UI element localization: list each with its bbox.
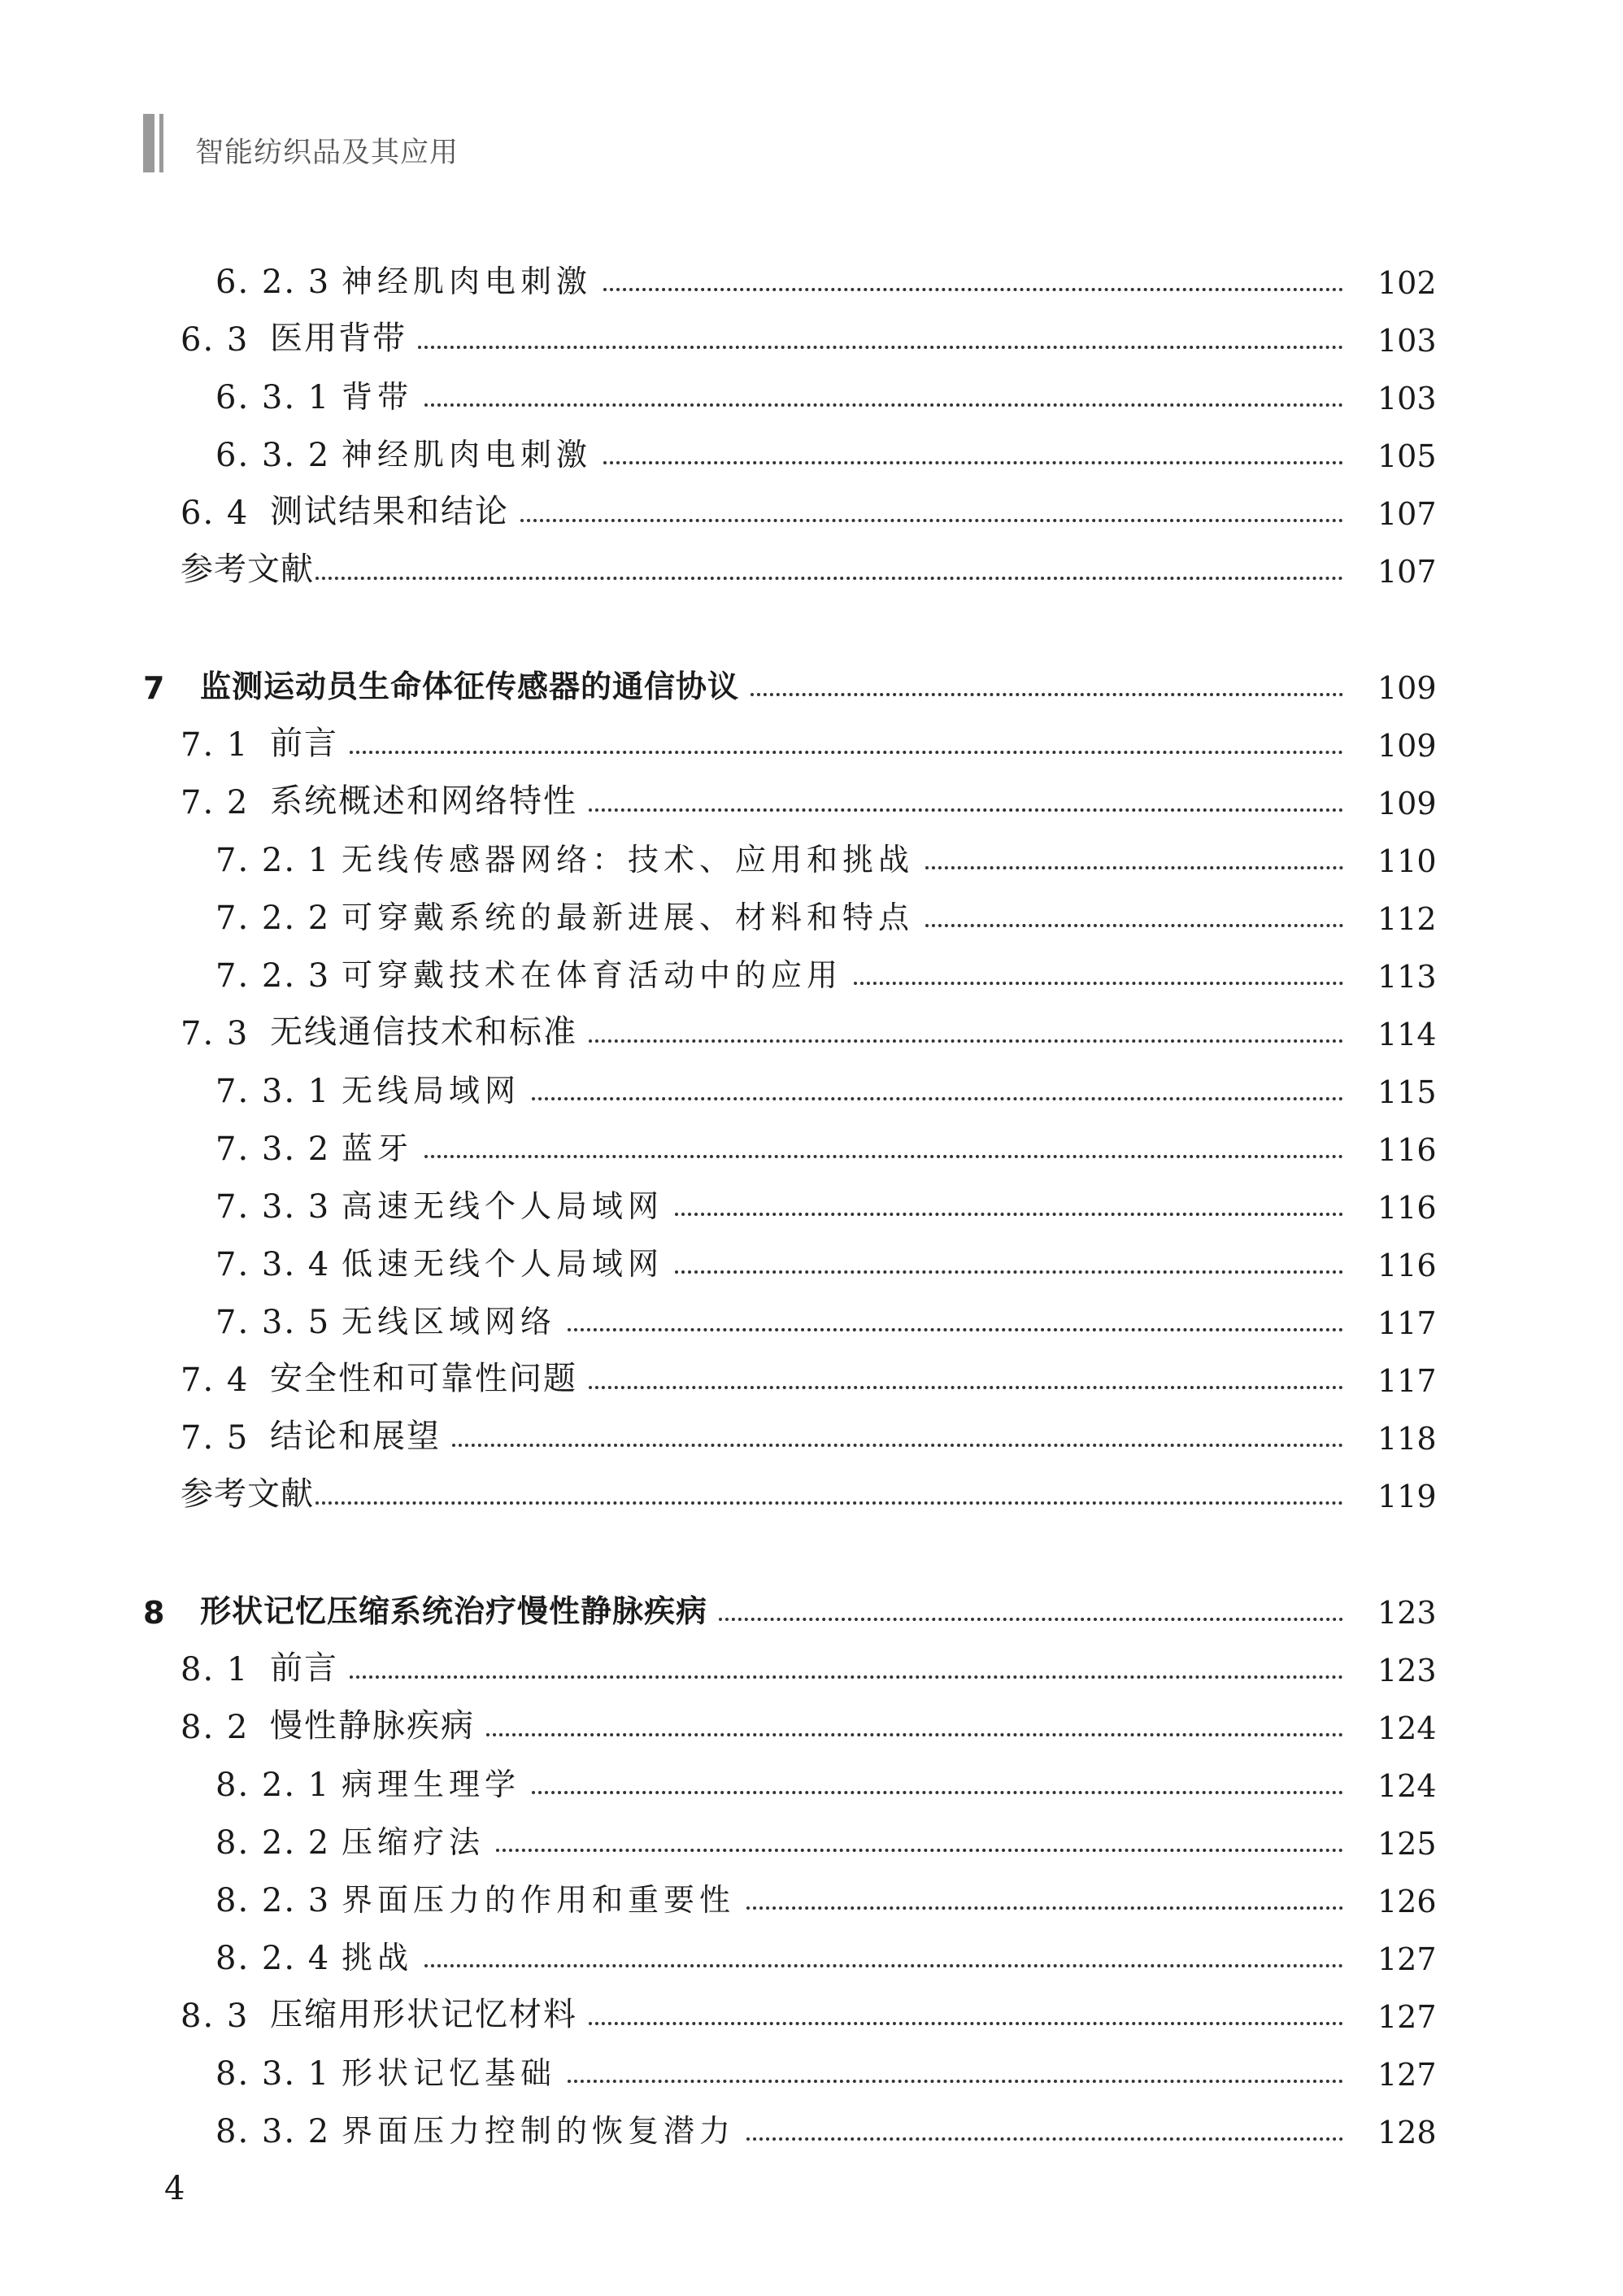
toc-entry-number: 7. 2. 2 bbox=[215, 900, 331, 937]
toc-entry[interactable] bbox=[0, 1582, 1623, 1631]
toc-entry-title: 蓝牙 bbox=[342, 1131, 414, 1166]
toc-entry-page: 112 bbox=[1377, 901, 1437, 937]
toc-entry-title: 前言 bbox=[270, 1649, 338, 1687]
dot-leader bbox=[746, 1906, 1343, 1910]
dot-leader bbox=[675, 1213, 1343, 1216]
toc-entry-page: 114 bbox=[1377, 1017, 1437, 1052]
toc-entry-number: 7. 2. 1 bbox=[215, 842, 331, 879]
toc-entry-page: 127 bbox=[1377, 1999, 1437, 2035]
dot-leader bbox=[532, 1097, 1343, 1100]
toc-entry-lead bbox=[0, 312, 1355, 359]
toc-entry-title: 无线通信技术和标准 bbox=[270, 1013, 577, 1051]
toc-entry[interactable] bbox=[0, 1928, 1623, 1977]
toc-entry-title: 医用背带 bbox=[270, 320, 407, 357]
dot-leader bbox=[746, 2137, 1343, 2141]
toc-entry-number: 8. 2. 3 bbox=[215, 1882, 331, 1919]
toc-entry-title: 可穿戴技术在体育活动中的应用 bbox=[342, 957, 843, 993]
toc-entry-lead bbox=[0, 1181, 1355, 1226]
toc-entry-title: 系统概述和网络特性 bbox=[270, 782, 577, 820]
toc-entry[interactable] bbox=[0, 425, 1623, 474]
toc-entry-lead bbox=[0, 1353, 1355, 1399]
toc-entry-number: 7. 3. 1 bbox=[215, 1073, 331, 1110]
toc-entry[interactable] bbox=[0, 1755, 1623, 1804]
toc-entry[interactable] bbox=[0, 1640, 1623, 1688]
toc-entry[interactable] bbox=[0, 888, 1623, 937]
toc-entry-number: 8. 2 bbox=[181, 1709, 250, 1746]
toc-entry[interactable] bbox=[0, 2044, 1623, 2093]
toc-entry-lead bbox=[0, 372, 1355, 416]
toc-entry-page: 116 bbox=[1377, 1190, 1437, 1226]
toc-entry-lead bbox=[0, 2048, 1355, 2093]
toc-entry-lead bbox=[0, 1932, 1355, 1977]
toc-entry-title: 参考文献 bbox=[181, 1475, 314, 1513]
toc-entry[interactable] bbox=[0, 1986, 1623, 2035]
toc-entry-number: 8 bbox=[143, 1595, 165, 1631]
toc-entry[interactable] bbox=[0, 483, 1623, 532]
toc-entry-title: 无线局域网 bbox=[342, 1073, 521, 1109]
dot-leader bbox=[315, 1501, 1343, 1505]
toc-entry-number: 7. 3. 3 bbox=[215, 1188, 331, 1226]
toc-entry-number: 7. 3. 4 bbox=[215, 1246, 331, 1283]
toc-entry-number: 6. 3. 1 bbox=[215, 379, 331, 416]
toc-entry[interactable] bbox=[0, 1235, 1623, 1283]
toc-entry-title: 压缩用形状记忆材料 bbox=[270, 1996, 577, 2033]
toc-entry-title: 病理生理学 bbox=[342, 1767, 521, 1802]
toc-entry[interactable] bbox=[0, 368, 1623, 416]
toc-entry-title: 压缩疗法 bbox=[342, 1824, 485, 1860]
toc-entry-page: 103 bbox=[1377, 323, 1437, 359]
toc-entry-number: 7. 2 bbox=[181, 784, 250, 821]
toc-entry-page: 116 bbox=[1377, 1132, 1437, 1168]
toc-entry[interactable] bbox=[0, 946, 1623, 995]
toc-entry[interactable] bbox=[0, 715, 1623, 764]
toc-entry-lead bbox=[0, 775, 1355, 821]
toc-entry[interactable] bbox=[0, 1061, 1623, 1110]
toc-entry-page: 115 bbox=[1377, 1074, 1437, 1110]
toc-entry-lead bbox=[0, 1989, 1355, 2035]
toc-entry-page: 124 bbox=[1377, 1768, 1437, 1804]
dot-leader bbox=[925, 924, 1343, 927]
toc-entry[interactable] bbox=[0, 1292, 1623, 1341]
toc-entry-title: 低速无线个人局域网 bbox=[342, 1246, 664, 1282]
dot-leader bbox=[675, 1270, 1343, 1274]
toc-entry-page: 125 bbox=[1377, 1826, 1437, 1862]
dot-leader bbox=[424, 403, 1343, 407]
toc-entry-title: 界面压力控制的恢复潜力 bbox=[342, 2113, 736, 2149]
toc-entry-lead bbox=[0, 1123, 1355, 1168]
toc-entry-page: 103 bbox=[1377, 381, 1437, 416]
toc-entry-title: 无线传感器网络：技术、应用和挑战 bbox=[342, 842, 915, 878]
dot-leader bbox=[424, 1155, 1343, 1158]
toc-entry[interactable] bbox=[0, 657, 1623, 706]
dot-leader bbox=[452, 1444, 1343, 1447]
toc-entry-title: 形状记忆压缩系统治疗慢性静脉疾病 bbox=[200, 1593, 708, 1629]
dot-leader bbox=[350, 751, 1343, 754]
toc-entry-page: 102 bbox=[1377, 265, 1437, 301]
toc-entry-page: 113 bbox=[1377, 959, 1437, 995]
toc-entry-lead bbox=[0, 1239, 1355, 1283]
dot-leader bbox=[589, 808, 1343, 812]
toc-entry-title: 神经肌肉电刺激 bbox=[342, 264, 593, 299]
dot-leader bbox=[568, 2080, 1343, 2083]
toc-entry-page: 109 bbox=[1377, 728, 1437, 764]
toc-entry-number: 6. 3. 2 bbox=[215, 437, 331, 474]
toc-entry[interactable] bbox=[0, 1697, 1623, 1746]
toc-entry-title: 无线区域网络 bbox=[342, 1304, 557, 1340]
dot-leader bbox=[424, 1964, 1343, 1967]
toc-entry[interactable] bbox=[0, 1004, 1623, 1052]
toc-entry-number: 8. 2. 2 bbox=[215, 1824, 331, 1862]
toc-entry-lead bbox=[0, 2106, 1355, 2150]
toc-entry-title: 可穿戴系统的最新进展、材料和特点 bbox=[342, 900, 915, 935]
dot-leader bbox=[532, 1791, 1343, 1794]
toc-entry-page: 118 bbox=[1377, 1421, 1437, 1457]
toc-entry-title: 前言 bbox=[270, 725, 338, 762]
toc-entry-number: 8. 3 bbox=[181, 1998, 250, 2035]
dot-leader bbox=[418, 346, 1343, 349]
toc-entry-title: 挑战 bbox=[342, 1940, 414, 1976]
toc-entry-page: 124 bbox=[1377, 1710, 1437, 1746]
toc-entry-lead bbox=[0, 661, 1355, 706]
toc-entry-number: 8. 3. 2 bbox=[215, 2113, 331, 2150]
toc-entry[interactable] bbox=[0, 1177, 1623, 1226]
dot-leader bbox=[589, 2022, 1343, 2025]
toc-entry-lead bbox=[0, 429, 1355, 474]
toc-entry-page: 123 bbox=[1377, 1595, 1437, 1631]
toc-entry-number: 6. 4 bbox=[181, 494, 250, 532]
toc-entry[interactable] bbox=[0, 2102, 1623, 2150]
toc-entry-lead bbox=[0, 1700, 1355, 1746]
toc-entry-number: 7. 5 bbox=[181, 1419, 250, 1457]
toc-entry-page: 116 bbox=[1377, 1248, 1437, 1283]
toc-entry-lead bbox=[0, 1296, 1355, 1341]
toc-entry-title: 界面压力的作用和重要性 bbox=[342, 1882, 736, 1918]
dot-leader bbox=[496, 1849, 1343, 1852]
toc-entry-title: 安全性和可靠性问题 bbox=[270, 1360, 577, 1397]
running-head: 智能纺织品及其应用 bbox=[195, 137, 459, 169]
toc-entry-lead bbox=[0, 1006, 1355, 1052]
toc-entry[interactable] bbox=[0, 252, 1623, 301]
dot-leader bbox=[603, 461, 1343, 464]
dot-leader bbox=[350, 1675, 1343, 1679]
toc-entry-page: 109 bbox=[1377, 786, 1437, 821]
toc-entry-page: 127 bbox=[1377, 2057, 1437, 2093]
toc-entry-lead bbox=[0, 717, 1355, 764]
toc-entry[interactable] bbox=[0, 1871, 1623, 1919]
toc-entry[interactable] bbox=[0, 1350, 1623, 1399]
dot-leader bbox=[603, 288, 1343, 291]
toc-entry-page: 123 bbox=[1377, 1653, 1437, 1688]
toc-entry-title: 结论和展望 bbox=[270, 1418, 441, 1455]
toc-entry-page: 117 bbox=[1377, 1305, 1437, 1341]
toc-entry-page: 107 bbox=[1377, 554, 1437, 590]
toc-entry-lead bbox=[0, 834, 1355, 879]
toc-entry-lead bbox=[0, 950, 1355, 995]
toc-entry[interactable] bbox=[0, 1119, 1623, 1168]
toc-entry-number: 7 bbox=[143, 670, 165, 706]
toc-entry-number: 7. 3. 2 bbox=[215, 1131, 331, 1168]
toc-entry-lead bbox=[0, 486, 1355, 532]
toc-entry-number: 8. 3. 1 bbox=[215, 2055, 331, 2093]
toc-entry-page: 105 bbox=[1377, 438, 1437, 474]
toc-entry-number: 7. 3. 5 bbox=[215, 1304, 331, 1341]
toc-entry-page: 126 bbox=[1377, 1884, 1437, 1919]
toc-entry-number: 6. 3 bbox=[181, 321, 250, 359]
dot-leader bbox=[719, 1618, 1343, 1621]
toc-entry-title: 监测运动员生命体征传感器的通信协议 bbox=[200, 669, 740, 704]
toc-entry-number: 7. 2. 3 bbox=[215, 957, 331, 995]
toc-entry-title: 高速无线个人局域网 bbox=[342, 1188, 664, 1224]
toc-entry-lead bbox=[0, 1759, 1355, 1804]
dot-leader bbox=[520, 519, 1343, 522]
toc-entry[interactable] bbox=[0, 830, 1623, 879]
dot-leader bbox=[589, 1039, 1343, 1043]
toc-entry-title: 神经肌肉电刺激 bbox=[342, 437, 593, 473]
dot-leader bbox=[751, 693, 1343, 696]
toc-entry-lead bbox=[0, 892, 1355, 937]
toc-entry-title: 参考文献 bbox=[181, 551, 314, 588]
toc-entry-lead bbox=[0, 1817, 1355, 1862]
dot-leader bbox=[925, 866, 1343, 869]
toc-entry-page: 107 bbox=[1377, 496, 1437, 532]
toc-entry-page: 110 bbox=[1377, 843, 1437, 879]
toc-entry-lead bbox=[0, 1468, 1355, 1514]
toc-entry[interactable] bbox=[0, 773, 1623, 821]
dot-leader bbox=[486, 1733, 1343, 1736]
toc-entry[interactable] bbox=[0, 1408, 1623, 1457]
dot-leader bbox=[315, 577, 1343, 580]
toc-entry-page: 119 bbox=[1377, 1479, 1437, 1514]
toc-entry-number: 8. 1 bbox=[181, 1651, 250, 1688]
page-number: 4 bbox=[164, 2170, 185, 2207]
dot-leader bbox=[854, 982, 1343, 985]
toc-entry-page: 117 bbox=[1377, 1363, 1437, 1399]
toc-entry-lead bbox=[0, 543, 1355, 590]
toc-entry-page: 128 bbox=[1377, 2115, 1437, 2150]
toc-entry-title: 背带 bbox=[342, 379, 414, 415]
toc-entry-lead bbox=[0, 1642, 1355, 1688]
toc-entry[interactable] bbox=[0, 1813, 1623, 1862]
toc-entry-number: 7. 4 bbox=[181, 1361, 250, 1399]
toc-entry[interactable] bbox=[0, 1466, 1623, 1514]
toc-entry-page: 109 bbox=[1377, 670, 1437, 706]
dot-leader bbox=[568, 1328, 1343, 1331]
toc-entry-title: 形状记忆基础 bbox=[342, 2055, 557, 2091]
toc-entry-lead bbox=[0, 256, 1355, 301]
toc-entry-title: 测试结果和结论 bbox=[270, 493, 509, 530]
toc-entry-number: 8. 2. 1 bbox=[215, 1767, 331, 1804]
toc-entry-number: 7. 1 bbox=[181, 726, 250, 764]
toc-entry[interactable] bbox=[0, 310, 1623, 359]
toc-entry-number: 6. 2. 3 bbox=[215, 264, 331, 301]
toc-entry-lead bbox=[0, 1586, 1355, 1631]
toc-entry-page: 127 bbox=[1377, 1941, 1437, 1977]
toc-entry-number: 7. 3 bbox=[181, 1015, 250, 1052]
dot-leader bbox=[589, 1386, 1343, 1389]
toc-entry-lead bbox=[0, 1410, 1355, 1457]
toc-entry-title: 慢性静脉疾病 bbox=[270, 1707, 475, 1745]
toc-entry-lead bbox=[0, 1875, 1355, 1919]
toc-entry-number: 8. 2. 4 bbox=[215, 1940, 331, 1977]
toc-entry[interactable] bbox=[0, 541, 1623, 590]
toc-entry-lead bbox=[0, 1065, 1355, 1110]
